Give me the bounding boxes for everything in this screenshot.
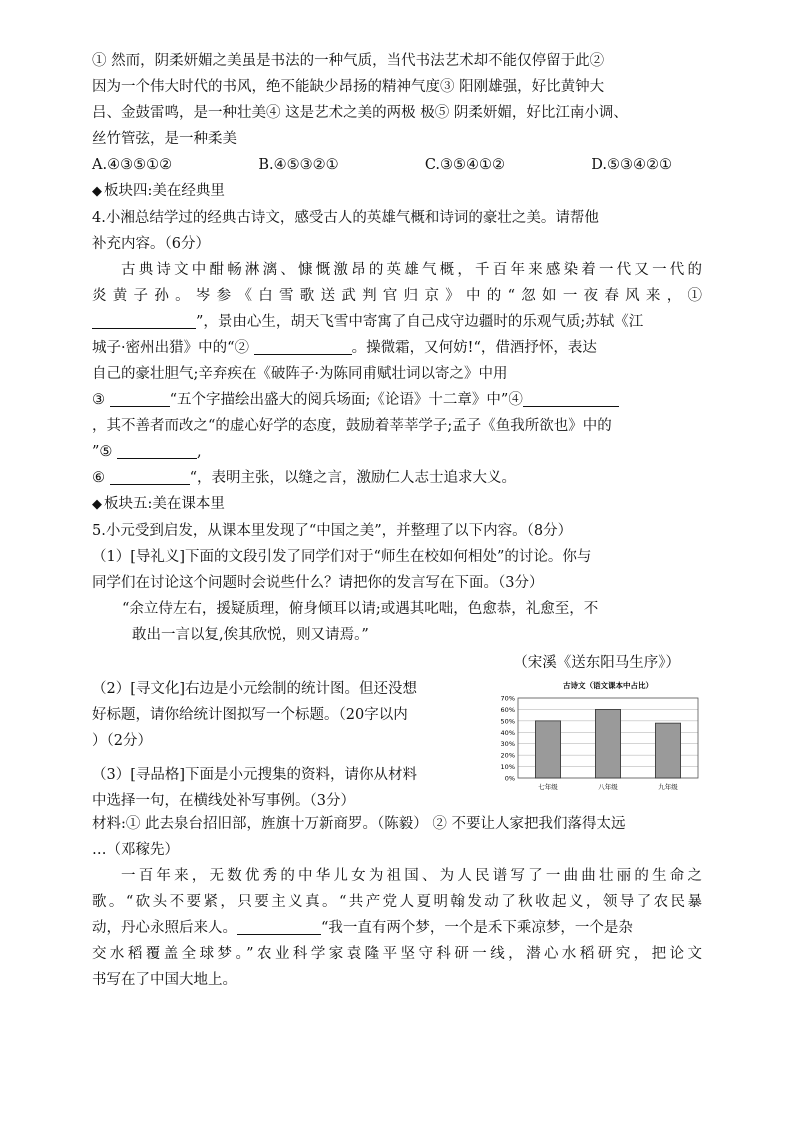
section5-title: 板块五:美在课本里	[104, 496, 225, 512]
q4-paragraph-line: ⑥ “，表明主张，以缝之言，激励仁人志士追求大义。	[92, 465, 702, 491]
example-paragraph-line: 动，丹心永照后来人。 “我一直有两个梦，一个是禾下乘凉梦，一个是杂	[92, 915, 702, 941]
choice-b: B.④⑤③②①	[258, 157, 339, 173]
statistics-chart	[488, 676, 704, 806]
quote-source: （宋溪《送东阳马生序》）	[513, 655, 680, 671]
x-tick-label: 九年级	[658, 783, 678, 791]
classical-quote: “余立侍左右，援疑质理，俯身倾耳以请;或遇其叱咄，色愈恭，礼愈至，不	[122, 601, 599, 617]
x-tick-label: 八年级	[598, 783, 618, 791]
example-paragraph-line: 书写在了中国大地上。	[92, 972, 237, 988]
answer-blank-6[interactable]	[110, 467, 190, 485]
y-tick-label: 10%	[500, 763, 515, 772]
section5-heading	[92, 491, 702, 518]
q4-prompt: 4.小湘总结学过的经典古诗文，感受古人的英雄气概和诗词的豪壮之美。请帮他	[92, 210, 599, 226]
q3-text-line: 丝竹管弦，是一种柔美	[92, 131, 237, 147]
q4-paragraph-line: 炎黄子孙。岑参《白雪歌送武判官归京》中的“忽如一夜春风来，①	[92, 288, 702, 304]
diamond-icon: ◆	[92, 184, 102, 199]
q3-text-line: 吕、金鼓雷鸣，是一种壮美④ 这是艺术之美的两极 极⑤ 阴柔妍媚，好比江南小调、	[92, 105, 628, 121]
example-paragraph-line: 一百年来，无数优秀的中华儿女为祖国、为人民谱写了一曲曲壮丽的生命之	[121, 868, 702, 884]
exam-page	[92, 48, 702, 993]
q4-paragraph-line: 古典诗文中酣畅淋漓、慷慨激昂的英雄气概，千百年来感染着一代又一代的	[121, 262, 702, 278]
y-tick-label: 40%	[500, 728, 515, 737]
bar-chart	[488, 676, 704, 806]
y-tick-label: 60%	[500, 705, 515, 714]
y-tick-label: 20%	[500, 751, 515, 760]
y-tick-label: 50%	[500, 717, 515, 726]
answer-blank-3[interactable]	[110, 389, 170, 407]
answer-blank-example[interactable]	[237, 917, 321, 935]
q4-prompt: 补充内容。（6分）	[92, 236, 210, 252]
q4-paragraph-line: ”，景由心生，胡天飞雪中寄寓了自己戍守边疆时的乐观气质;苏轼《江	[92, 309, 702, 335]
chart-title: 古诗文（语文课本中占比）	[563, 681, 653, 690]
classical-quote: 敢出一言以复,俟其欣悦，则又请焉。”	[132, 627, 369, 643]
y-tick-label: 30%	[500, 740, 515, 749]
y-tick-label: 70%	[500, 694, 515, 703]
q5-sub1: 同学们在讨论这个问题时会说些什么？请把你的发言写在下面。（3分）	[92, 575, 544, 591]
q3-text-line: 因为一个伟大时代的书风，绝不能缺少昂扬的精神气度③ 阳刚雄强，好比黄钟大	[92, 79, 605, 95]
x-tick-label: 七年级	[538, 783, 558, 791]
q3-text-line: ① 然而，阴柔妍媚之美虽是书法的一种气质，当代书法艺术却不能仅停留于此②	[92, 53, 605, 69]
answer-blank-1[interactable]	[92, 311, 196, 329]
q5-sub1: （1）[导礼义]下面的文段引发了同学们对于“师生在校如何相处”的讨论。你与	[92, 549, 592, 565]
answer-blank-2[interactable]	[254, 337, 352, 355]
q4-paragraph-line: ③ “五个字描绘出盛大的阅兵场面;《论语》十二章》中”④	[92, 387, 702, 413]
q5-sub2: ）（2分）	[92, 733, 152, 749]
q4-paragraph-line: 自己的豪壮胆气;辛弃疾在《破阵子·为陈同甫赋壮词以寄之》中用	[92, 366, 508, 382]
q4-paragraph-line: ”⑤ ,	[92, 439, 702, 465]
bar-1	[535, 721, 560, 778]
choice-d: D.⑤③④②①	[591, 157, 672, 173]
example-paragraph-line: 歌。“砍头不要紧，只要主义真。“共产党人夏明翰发动了秋收起义，领导了农民暴	[92, 894, 702, 910]
section4-heading	[92, 178, 702, 205]
choice-c: C.③⑤④①②	[424, 157, 506, 173]
example-paragraph-line: 交水稻覆盖全球梦。”农业科学家袁隆平坚守科研一线，潜心水稻研究，把论文	[92, 946, 702, 962]
q5-prompt: 5.小元受到启发，从课本里发现了“中国之美”，并整理了以下内容。（8分）	[92, 523, 573, 539]
sub-questions	[92, 676, 484, 814]
material-line: 材料:① 此去泉台招旧部，旌旗十万新商罗。（陈毅） ② 不要让人家把我们落得太远	[92, 816, 626, 832]
bar-3	[655, 723, 680, 778]
bar-2	[595, 709, 620, 778]
sub2-sub3-block	[92, 676, 702, 811]
q5-sub2: 好标题，请你给统计图拟写一个标题。（20字以内	[92, 707, 408, 723]
answer-blank-5[interactable]	[117, 441, 197, 459]
material-line: …（邓稼先）	[92, 842, 179, 858]
choice-a: A.④③⑤①②	[92, 157, 173, 173]
q3-choices	[92, 152, 672, 178]
q5-sub2: （2）[寻文化]右边是小元绘制的统计图。但还没想	[92, 681, 418, 697]
q4-paragraph-line: 城子·密州出猎》中的“② 。操微霜，又何妨!“，借酒抒怀，表达	[92, 335, 702, 361]
diamond-icon: ◆	[92, 497, 102, 512]
section4-title: 板块四:美在经典里	[104, 183, 225, 199]
q4-paragraph-line: ，其不善者而改之“的虚心好学的态度，鼓励着莘莘学子;孟子《鱼我所欲也》中的	[92, 418, 612, 434]
q5-sub3: 中选择一句，在横线处补写事例。（3分）	[92, 793, 355, 809]
y-tick-label: 0%	[504, 774, 515, 783]
answer-blank-4[interactable]	[523, 389, 619, 407]
q5-sub3: （3）[寻品格]下面是小元搜集的资料，请你从材料	[92, 767, 418, 783]
